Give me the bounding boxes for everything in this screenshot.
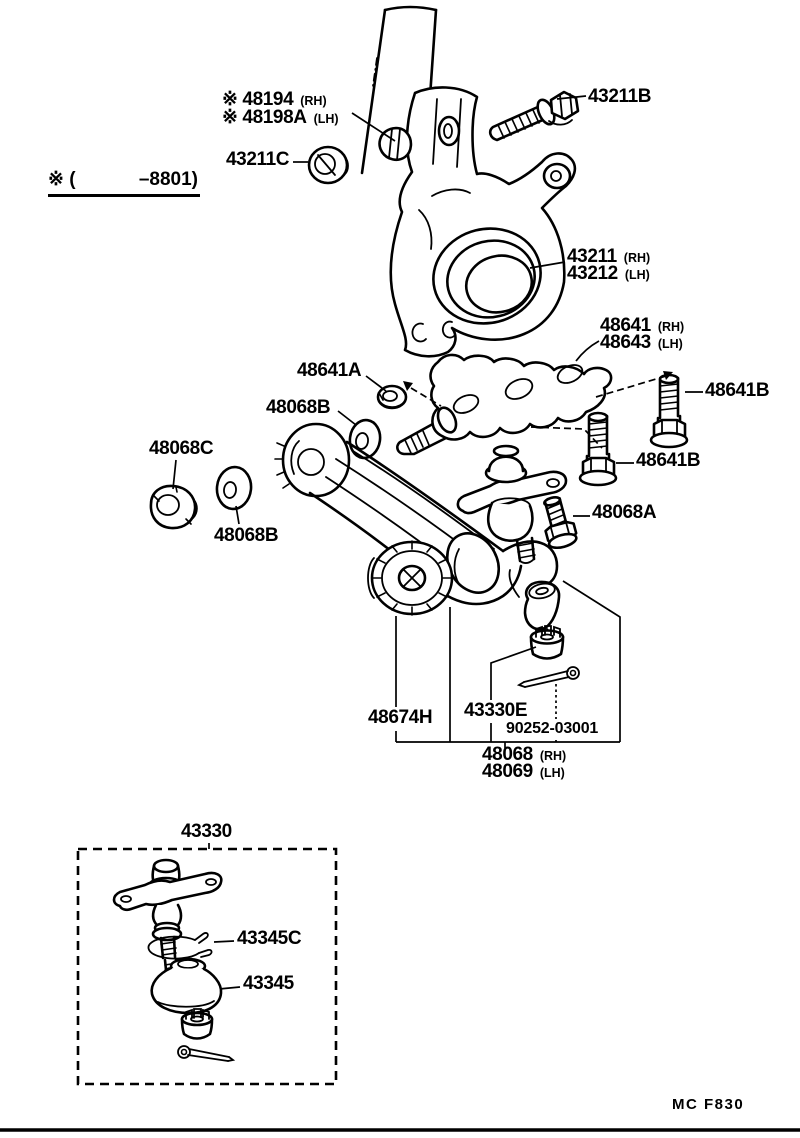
footer-code: MC F830 xyxy=(672,1096,745,1113)
callout-48194: ※ 48194 (RH) xyxy=(222,89,327,110)
callout-48069: 48069 (LH) xyxy=(482,761,565,782)
callout-48641b-lower: 48641B xyxy=(636,450,701,471)
callout-43345: 43345 xyxy=(243,973,294,994)
applicability-note: ※ ( –8801) xyxy=(48,170,200,197)
callout-43211b: 43211B xyxy=(588,86,652,107)
box-castle-nut-drawing xyxy=(182,1009,212,1039)
callout-43211: 43211 (RH) xyxy=(567,246,651,267)
callout-48643: 48643 (LH) xyxy=(600,332,683,353)
grommet-43211c-drawing xyxy=(309,147,348,183)
callout-43330e: 43330E xyxy=(464,700,528,721)
arm-shaft-48641-drawing xyxy=(397,355,611,454)
callout-48068c: 48068C xyxy=(149,438,214,459)
castle-nut-43330e-drawing xyxy=(531,626,563,659)
balljoint-assembly-box xyxy=(78,849,336,1084)
clamp-ear xyxy=(439,117,459,145)
bolt-48641b-upper-drawing xyxy=(651,375,687,447)
callout-43345c: 43345C xyxy=(237,928,302,949)
bolt-48068a-drawing xyxy=(538,494,579,550)
nut-48641a-drawing xyxy=(378,386,406,408)
callout-43330: 43330 xyxy=(181,821,232,842)
bolt-48641b-lower-drawing xyxy=(580,413,616,485)
nut-48068c-drawing xyxy=(151,486,197,528)
arrowhead xyxy=(403,381,413,391)
washer-48068b-rear-drawing xyxy=(215,465,253,510)
steering-arm-eye xyxy=(544,164,570,188)
callout-90252-03001: 90252-03001 xyxy=(506,720,599,737)
bolt-43211b-drawing xyxy=(490,92,578,140)
clip-48194-drawing xyxy=(380,128,411,160)
callout-43212: 43212 (LH) xyxy=(567,263,650,284)
callout-43211c: 43211C xyxy=(226,149,290,170)
callout-48068b-rear: 48068B xyxy=(214,525,279,546)
bushing-48674h-drawing xyxy=(368,541,452,615)
callout-48641a: 48641A xyxy=(297,360,362,381)
box-dust-cover-drawing xyxy=(152,959,221,1013)
box-balljoint-drawing xyxy=(114,860,221,958)
callout-48198a: ※ 48198A (LH) xyxy=(222,107,339,128)
callout-48641: 48641 (RH) xyxy=(600,315,685,336)
cotter-pin-drawing xyxy=(519,667,579,687)
callout-48068b-front: 48068B xyxy=(266,397,331,418)
steering-knuckle-drawing xyxy=(391,87,575,356)
callout-48068a: 48068A xyxy=(592,502,657,523)
box-cotter-pin-drawing xyxy=(178,1046,233,1061)
callout-48674h: 48674H xyxy=(368,707,433,728)
callout-48641b-upper: 48641B xyxy=(705,380,770,401)
callout-48068: 48068 (RH) xyxy=(482,744,567,765)
